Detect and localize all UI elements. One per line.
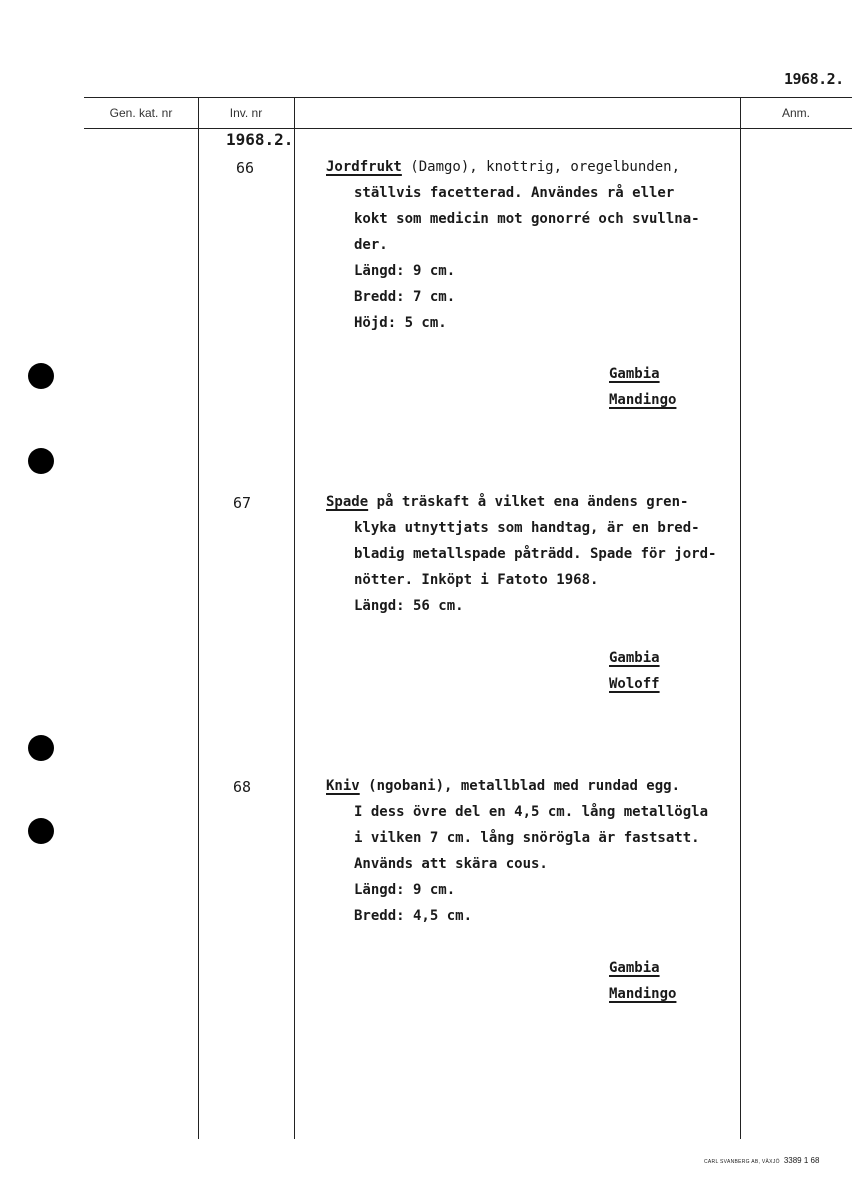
provenance	[609, 361, 676, 413]
catalog-entry	[326, 773, 754, 929]
column-header-anm: Anm.	[781, 106, 810, 120]
punch-hole	[28, 818, 54, 844]
entry-text: kokt som medicin mot gonorré och svullna-	[354, 211, 700, 227]
table-header-rule	[84, 128, 852, 129]
column-divider	[198, 97, 199, 1139]
column-header-inv: Inv. nr	[229, 106, 263, 120]
entry-measure: Bredd: 4,5 cm.	[354, 908, 473, 924]
punch-hole	[28, 448, 54, 474]
inventory-year-label: 1968.2.	[226, 130, 294, 149]
inventory-number: 67	[233, 494, 252, 512]
provenance	[609, 955, 676, 1007]
entry-measure: Höjd: 5 cm.	[354, 315, 447, 331]
form-code: 3389 1 68	[783, 1156, 820, 1165]
page-number: 1968.2.	[784, 70, 844, 88]
catalog-entry	[326, 489, 754, 619]
column-header-gen-kat: Gen. kat. nr	[109, 106, 173, 120]
entry-text: (ngobani), metallblad med rundad egg.	[359, 778, 681, 794]
people-group: Mandingo	[609, 986, 677, 1002]
people-group: Mandingo	[609, 392, 677, 408]
object-name: Kniv	[326, 778, 360, 794]
punch-hole	[28, 735, 54, 761]
entry-first-line	[326, 154, 754, 180]
people-group: Woloff	[609, 676, 660, 692]
country: Gambia	[609, 960, 660, 976]
entry-text: klyka utnyttjats som handtag, är en bred-	[354, 520, 700, 536]
table-top-rule	[84, 97, 852, 98]
printer-name: CARL SVANBERG AB, VÄXJÖ	[704, 1159, 780, 1165]
entry-text: nötter. Inköpt i Fatoto 1968.	[354, 572, 599, 588]
entry-text: der.	[354, 237, 388, 253]
entry-text: (Damgo), knottrig, oregelbunden,	[401, 159, 681, 175]
entry-text: I dess övre del en 4,5 cm. lång metallögla	[354, 804, 709, 820]
entry-measure: Längd: 56 cm.	[354, 598, 464, 614]
country: Gambia	[609, 366, 660, 382]
catalog-entry	[326, 154, 754, 336]
entry-first-line	[326, 773, 754, 799]
entry-text: ställvis facetterad. Användes rå eller	[354, 185, 675, 201]
inventory-number: 68	[233, 778, 252, 796]
column-divider	[294, 97, 295, 1139]
entry-measure: Längd: 9 cm.	[354, 263, 456, 279]
inventory-number: 66	[236, 159, 255, 177]
country: Gambia	[609, 650, 660, 666]
entry-text: bladig metallspade påträdd. Spade för jord-	[354, 546, 717, 562]
object-name: Jordfrukt	[326, 159, 402, 175]
object-name: Spade	[326, 494, 369, 510]
printer-imprint	[704, 1156, 819, 1165]
entry-text: Används att skära cous.	[354, 856, 548, 872]
entry-text: i vilken 7 cm. lång snörögla är fastsatt.	[354, 830, 700, 846]
entry-measure: Bredd: 7 cm.	[354, 289, 456, 305]
provenance	[609, 645, 660, 697]
punch-hole	[28, 363, 54, 389]
entry-first-line	[326, 489, 754, 515]
entry-text: på träskaft å vilket ena ändens gren-	[368, 494, 689, 510]
entry-measure: Längd: 9 cm.	[354, 882, 456, 898]
